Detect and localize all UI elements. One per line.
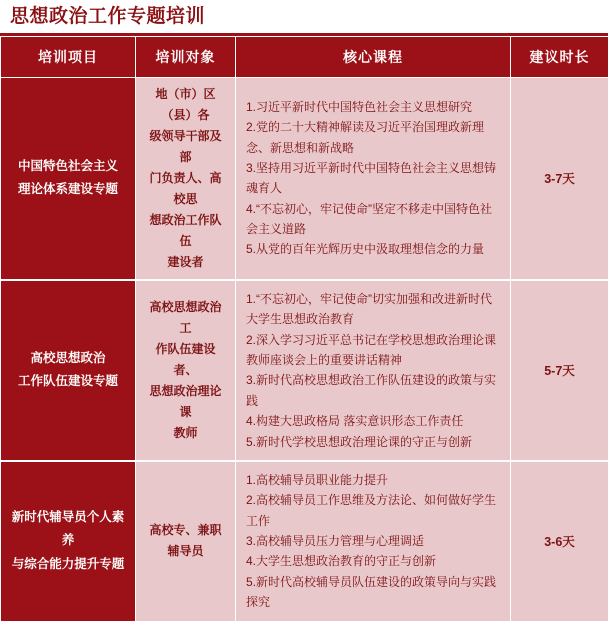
column-header-program: 培训项目 <box>1 36 136 77</box>
cell-audience: 高校专、兼职 辅导员 <box>136 461 236 622</box>
cell-audience: 地（市）区（县）各 级领导干部及部 门负责人、高校思 想政治工作队伍 建设者 <box>136 77 236 280</box>
table-header <box>1 36 608 77</box>
table-row <box>1 77 608 280</box>
cell-courses: 1.习近平新时代中国特色社会主义思想研究 2.党的二十大精神解读及习近平治国理政新理念、新思想和新战略 3.坚持用习近平新时代中国特色社会主义思想铸魂育人 4.“不忘初心，牢记使命”坚定不移走中国特色社会主义道路 5.从党的百年光辉历史中汲取理想信念的力量 <box>236 77 511 280</box>
cell-program: 新时代辅导员个人素养 与综合能力提升专题 <box>1 461 136 622</box>
column-header-audience: 培训对象 <box>136 36 236 77</box>
table-row <box>1 280 608 461</box>
table-body <box>1 77 608 621</box>
cell-program: 中国特色社会主义 理论体系建设专题 <box>1 77 136 280</box>
cell-courses: 1.高校辅导员职业能力提升 2.高校辅导员工作思维及方法论、如何做好学生工作 3.高校辅导员压力管理与心理调适 4.大学生思想政治教育的守正与创新 5.新时代高校辅导员队伍建设的政策导向与实践探究 <box>236 461 511 622</box>
table-row <box>1 461 608 622</box>
page-title: 思想政治工作专题培训 <box>0 0 608 33</box>
column-header-duration: 建议时长 <box>511 36 608 77</box>
cell-courses: 1.“不忘初心，牢记使命”切实加强和改进新时代大学生思想政治教育 2.深入学习习近平总书记在学校思想政治理论课教师座谈会上的重要讲话精神 3.新时代高校思想政治工作队伍建设的政策与实践 4.构建大思政格局 落实意识形态工作责任 5.新时代学校思想政治理论课的守正与创新 <box>236 280 511 461</box>
column-header-courses: 核心课程 <box>236 36 511 77</box>
table-header-row <box>1 36 608 77</box>
cell-duration: 5-7天 <box>511 280 608 461</box>
cell-duration: 3-7天 <box>511 77 608 280</box>
cell-duration: 3-6天 <box>511 461 608 622</box>
cell-program: 高校思想政治 工作队伍建设专题 <box>1 280 136 461</box>
training-schedule-table <box>0 36 608 623</box>
cell-audience: 高校思想政治工 作队伍建设者、 思想政治理论课 教师 <box>136 280 236 461</box>
